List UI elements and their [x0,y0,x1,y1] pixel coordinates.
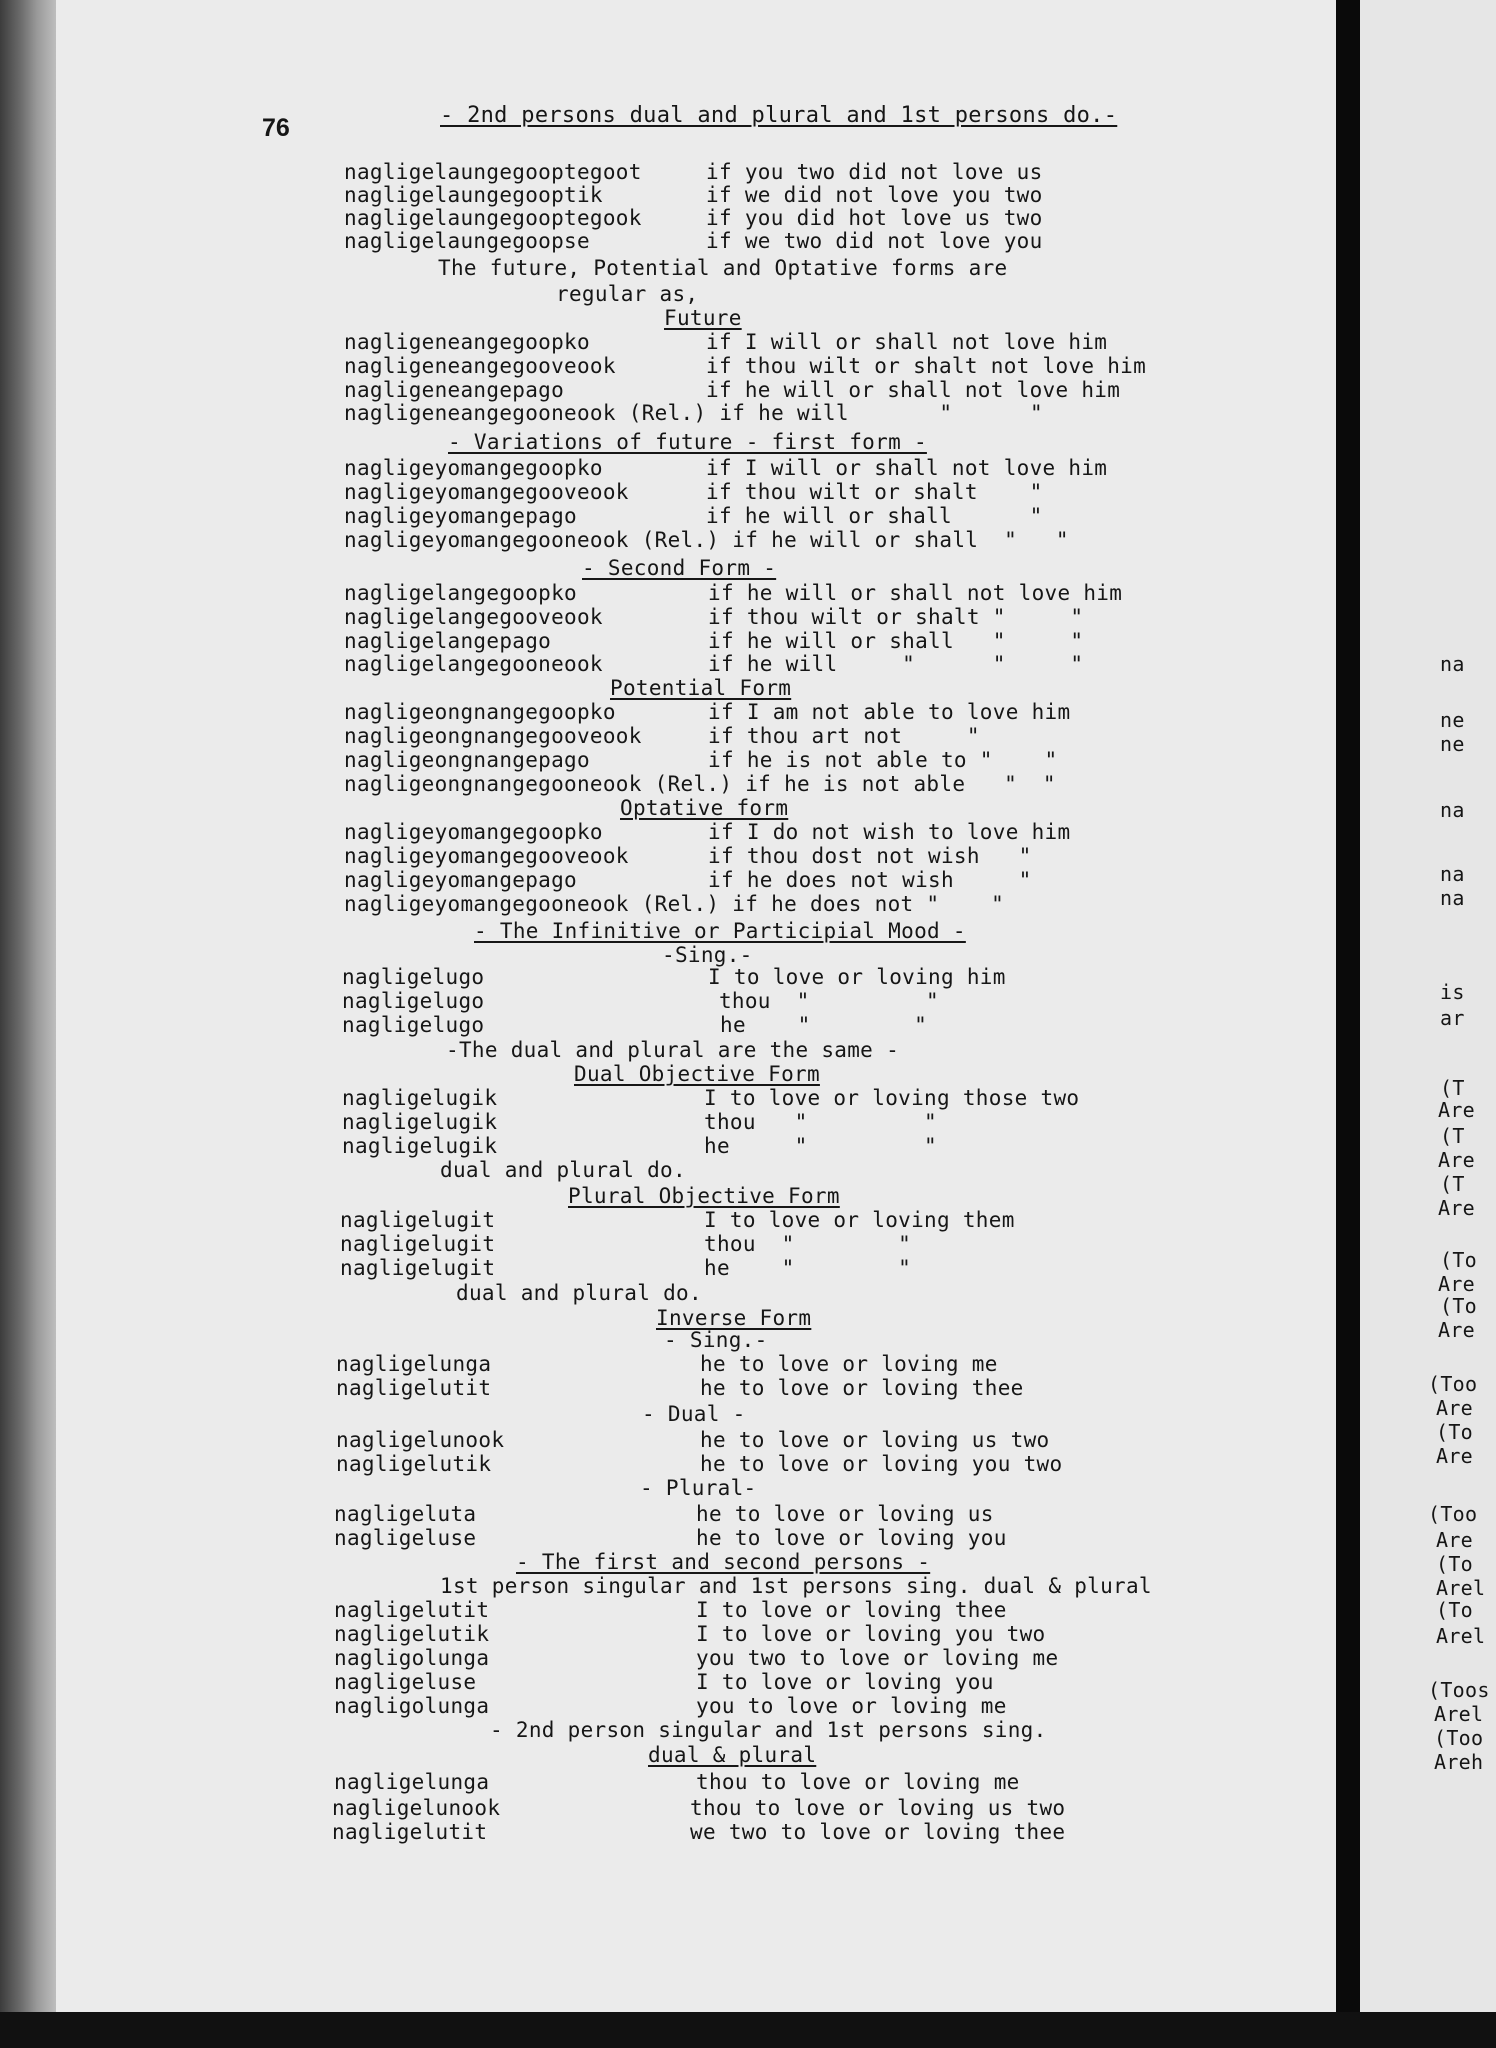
facing-page-fragment: Are [1436,1528,1474,1552]
facing-page-fragment: Are [1436,1396,1474,1420]
facing-page-fragment: (Too [1428,1502,1478,1526]
english-meaning: if thou dost not wish " [708,844,1032,868]
english-meaning: if I will or shall not love him [706,330,1108,354]
inuit-word: nagligelutit [336,1376,492,1400]
english-meaning: he to love or loving us two [700,1428,1050,1452]
facing-page-fragment: (T [1440,1076,1465,1100]
english-meaning: if we did not love you two [706,183,1043,207]
inuit-word: nagligolunga [334,1694,490,1718]
facing-page-fragment: Arel [1436,1576,1486,1600]
english-meaning: if he will " " " [708,652,1084,676]
inuit-word: nagligeluse [334,1670,477,1694]
inuit-word: nagligelugo [342,1013,485,1037]
inuit-word: nagligeyomangegoopko [344,820,603,844]
inuit-word: nagligeluse [334,1526,477,1550]
section-heading: - The Infinitive or Participial Mood - [474,919,966,943]
section-heading: - The first and second persons - [516,1550,931,1574]
section-heading: Inverse Form [656,1306,812,1330]
inuit-word: nagligelutik [334,1622,490,1646]
inuit-word: nagligelugik [342,1086,498,1110]
facing-page-fragment: Arel [1434,1702,1484,1726]
facing-page-fragment: Are [1438,1272,1476,1296]
english-meaning: thou to love or loving us two [690,1796,1066,1820]
facing-page-fragment: (To [1436,1598,1474,1622]
text-line: dual and plural do. [440,1158,686,1182]
english-meaning: he to love or loving thee [700,1376,1024,1400]
english-meaning: if you two did not love us [706,160,1043,184]
page-number: 76 [262,114,290,142]
inuit-word: nagligelugit [340,1208,496,1232]
facing-page-fragment: (T [1440,1124,1465,1148]
english-meaning: if thou wilt or shalt " [706,480,1043,504]
english-meaning: if he is not able to " " [708,748,1058,772]
inuit-word: nagligeyomangegooneook (Rel.) if he does not " " [344,892,1005,916]
text-line: regular as, [556,282,699,306]
section-heading: Future [664,306,742,330]
english-meaning: if he will or shall not love him [708,581,1123,605]
inuit-word: nagligeongnangepago [344,748,590,772]
inuit-word: nagligolunga [334,1646,490,1670]
facing-page-fragment: ar [1440,1006,1465,1030]
inuit-word: nagligelunga [334,1770,490,1794]
inuit-word: nagligelangegoopko [344,581,577,605]
english-meaning: he " " [704,1256,912,1280]
english-meaning: he to love or loving me [700,1352,998,1376]
text-line: The future, Potential and Optative forms are [438,256,1008,280]
inuit-word: nagligelutit [332,1820,488,1844]
section-heading: Dual Objective Form [574,1062,820,1086]
facing-page-fragment: Are [1438,1318,1476,1342]
english-meaning: if he will or shall " " [708,629,1084,653]
inuit-word: nagligelunook [332,1796,501,1820]
section-heading: Optative form [620,796,789,820]
section-heading: -Sing.- [662,943,753,967]
book-binding-edge [0,0,62,2048]
inuit-word: nagligeyomangepago [344,868,577,892]
facing-page-fragment: (To [1440,1294,1478,1318]
facing-page-fragment: ne [1440,732,1465,756]
english-meaning: if we two did not love you [706,229,1043,253]
english-meaning: thou " " [704,1232,912,1256]
english-meaning: thou " " [704,1110,937,1134]
inuit-word: nagligelangegooveook [344,605,603,629]
scan-bottom-band [0,2012,1496,2048]
english-meaning: I to love or loving you [696,1670,994,1694]
facing-page-fragment: (To [1436,1420,1474,1444]
facing-page-fragment: na [1440,862,1465,886]
inuit-word: nagligeyomangepago [344,504,577,528]
english-meaning: if thou wilt or shalt not love him [706,354,1147,378]
inuit-word: nagligelunga [336,1352,492,1376]
english-meaning: if thou wilt or shalt " " [708,605,1084,629]
english-meaning: if you did hot love us two [706,206,1043,230]
inuit-word: nagligeneangepago [344,378,565,402]
english-meaning: he " " [704,1134,937,1158]
inuit-word: nagligelugo [342,989,485,1013]
english-meaning: he to love or loving you two [700,1452,1063,1476]
text-line: -The dual and plural are the same - [446,1038,900,1062]
inuit-word: nagligelaungegooptegook [344,206,642,230]
english-meaning: you two to love or loving me [696,1646,1059,1670]
inuit-word: nagligelugit [340,1232,496,1256]
english-meaning: he to love or loving you [696,1526,1007,1550]
english-meaning: if I do not wish to love him [708,820,1071,844]
english-meaning: I to love or loving you two [696,1622,1046,1646]
facing-page-fragment: (To [1440,1248,1478,1272]
facing-page-fragment: na [1440,798,1465,822]
inuit-word: nagligeyomangegooneook (Rel.) if he will or shall " " [344,528,1069,552]
section-heading: - Sing.- [664,1328,768,1352]
inuit-word: nagligelaungegooptik [344,183,603,207]
facing-page-fragment: Areh [1434,1750,1484,1774]
facing-page-fragment: (Too [1434,1726,1484,1750]
section-heading: Potential Form [610,676,792,700]
english-meaning: you to love or loving me [696,1694,1007,1718]
inuit-word: nagligelugik [342,1110,498,1134]
text-line: - 2nd person singular and 1st persons sing. [490,1718,1047,1742]
facing-page-fragment: is [1440,980,1465,1004]
english-meaning: thou to love or loving me [696,1770,1020,1794]
facing-page-fragment: Arel [1436,1624,1486,1648]
book-gutter [1336,0,1360,2048]
inuit-word: nagligelutik [336,1452,492,1476]
facing-page-fragment: (To [1436,1552,1474,1576]
inuit-word: nagligelaungegoopse [344,229,590,253]
inuit-word: nagligelugo [342,965,485,989]
inuit-word: nagligeongnangegoopko [344,700,616,724]
english-meaning: if thou art not " [708,724,980,748]
text-line: 1st person singular and 1st persons sing. dual & plural [440,1574,1152,1598]
english-meaning: we two to love or loving thee [690,1820,1066,1844]
section-heading: dual & plural [648,1743,817,1767]
facing-page-fragment: na [1440,652,1465,676]
section-heading: - Dual - [642,1402,746,1426]
inuit-word: nagligelugik [342,1134,498,1158]
facing-page-fragment: na [1440,886,1465,910]
section-heading: - Variations of future - first form - [448,430,927,454]
english-meaning: I to love or loving those two [704,1086,1080,1110]
inuit-word: nagligeyomangegooveook [344,480,629,504]
english-meaning: thou " " [706,989,939,1013]
inuit-word: nagligelaungegooptegoot [344,160,642,184]
section-heading: - Second Form - [582,556,777,580]
inuit-word: nagligelunook [336,1428,505,1452]
inuit-word: nagligeyomangegooveook [344,844,629,868]
english-meaning: if he does not wish " [708,868,1032,892]
text-line: dual and plural do. [456,1281,702,1305]
facing-page-fragment: Are [1438,1098,1476,1122]
english-meaning: he to love or loving us [696,1502,994,1526]
english-meaning: I to love or loving him [708,965,1006,989]
inuit-word: nagligeneangegoopko [344,330,590,354]
inuit-word: nagligeluta [334,1502,477,1526]
inuit-word: nagligelangepago [344,629,552,653]
inuit-word: nagligelangegooneook [344,652,603,676]
english-meaning: if he will or shall not love him [706,378,1121,402]
english-meaning: if he will or shall " [706,504,1043,528]
inuit-word: nagligelugit [340,1256,496,1280]
facing-page-fragment: ne [1440,708,1465,732]
english-meaning: I to love or loving thee [696,1598,1007,1622]
inuit-word: nagligeneangegooneook (Rel.) if he will " " [344,401,1043,425]
inuit-word: nagligeongnangegooveook [344,724,642,748]
running-header: - 2nd persons dual and plural and 1st persons do.- [440,103,1118,128]
facing-page-fragment: (Toos [1428,1678,1490,1702]
facing-page-fragment: Are [1436,1444,1474,1468]
facing-page-fragment: (T [1440,1172,1465,1196]
inuit-word: nagligeyomangegoopko [344,456,603,480]
section-heading: - Plural- [640,1476,757,1500]
english-meaning: I to love or loving them [704,1208,1015,1232]
english-meaning: if I will or shall not love him [706,456,1108,480]
english-meaning: he " " [720,1013,928,1037]
inuit-word: nagligelutit [334,1598,490,1622]
facing-page-fragment: (Too [1428,1372,1478,1396]
inuit-word: nagligeneangegooveook [344,354,616,378]
facing-page-fragment: Are [1438,1196,1476,1220]
facing-page-fragment: Are [1438,1148,1476,1172]
inuit-word: nagligeongnangegooneook (Rel.) if he is not able " " [344,772,1056,796]
section-heading: Plural Objective Form [568,1184,840,1208]
english-meaning: if I am not able to love him [708,700,1071,724]
